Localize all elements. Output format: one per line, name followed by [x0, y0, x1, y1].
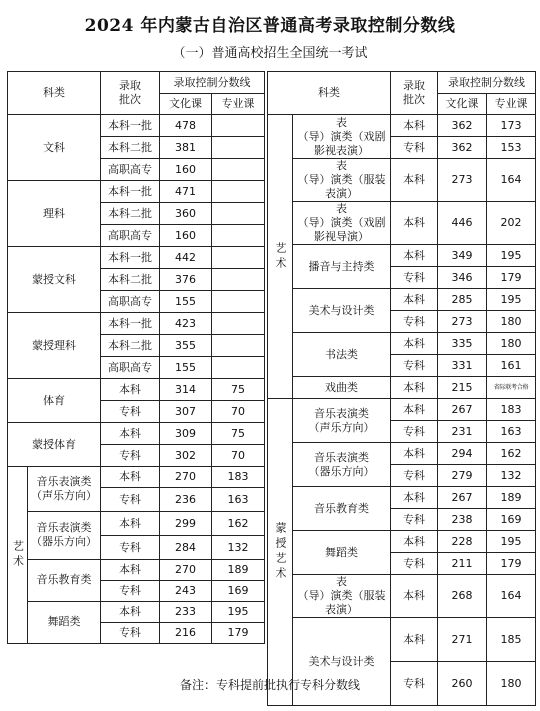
culture-score: 216 [160, 623, 212, 644]
mongolian-art-label: 蒙授艺术 [268, 399, 293, 706]
professional-score: 180 [487, 662, 536, 706]
subcategory-cell: 音乐教育类 [293, 487, 391, 531]
subcategory-cell: 表 （导）演类（戏剧影视导演） [293, 202, 391, 245]
batch-cell: 本科 [391, 487, 438, 509]
table-row [268, 399, 536, 421]
professional-score: 169 [487, 509, 536, 531]
culture-score: 362 [438, 137, 487, 159]
category-cell: 蒙授理科 [8, 313, 101, 379]
culture-score: 285 [438, 289, 487, 311]
professional-score [212, 181, 265, 203]
batch-cell: 本科 [391, 575, 438, 618]
culture-score: 376 [160, 269, 212, 291]
culture-score: 294 [438, 443, 487, 465]
table-row [268, 618, 536, 662]
header-control: 录取控制分数线 [438, 72, 536, 94]
professional-score: 183 [487, 399, 536, 421]
professional-score: 161 [487, 355, 536, 377]
batch-cell: 本科 [391, 245, 438, 267]
category-cell: 理科 [8, 181, 101, 247]
batch-cell: 专科 [391, 553, 438, 575]
culture-score: 243 [160, 581, 212, 602]
culture-score: 268 [438, 575, 487, 618]
category-cell: 文科 [8, 115, 101, 181]
professional-score: 169 [212, 581, 265, 602]
culture-score: 299 [160, 512, 212, 536]
batch-cell: 专科 [101, 581, 160, 602]
table-row [268, 289, 536, 311]
subcategory-cell: 表 （导）演类（服装表演） [293, 159, 391, 202]
header-category: 科类 [8, 72, 101, 115]
batch-cell: 专科 [391, 465, 438, 487]
culture-score: 270 [160, 560, 212, 581]
culture-score: 309 [160, 423, 212, 445]
table-row [268, 115, 536, 137]
subcategory-cell: 音乐表演类 （声乐方向） [293, 399, 391, 443]
culture-score: 238 [438, 509, 487, 531]
culture-score: 155 [160, 291, 212, 313]
professional-score: 75 [212, 379, 265, 401]
culture-score: 267 [438, 487, 487, 509]
subcategory-cell: 表 （导）演类（戏剧影视表演） [293, 115, 391, 159]
header-professional: 专业课 [212, 94, 265, 115]
batch-cell: 专科 [391, 509, 438, 531]
subcategory-cell: 舞蹈类 [47, 615, 81, 629]
batch-cell: 本科 [101, 423, 160, 445]
batch-cell: 本科 [101, 602, 160, 623]
batch-cell: 高职高专 [101, 159, 160, 181]
culture-score: 335 [438, 333, 487, 355]
batch-cell: 本科 [391, 202, 438, 245]
table-row [8, 313, 265, 335]
table-row [8, 379, 265, 401]
batch-cell: 本科二批 [101, 335, 160, 357]
header-batch: 录取 批次 [101, 72, 160, 115]
header-culture: 文化课 [160, 94, 212, 115]
table-row [268, 443, 536, 465]
header-batch: 录取 批次 [391, 72, 438, 115]
professional-score: 162 [487, 443, 536, 465]
batch-cell: 专科 [101, 401, 160, 423]
culture-score: 442 [160, 247, 212, 269]
batch-cell: 本科 [391, 377, 438, 399]
batch-cell: 专科 [391, 267, 438, 289]
batch-cell: 本科 [391, 333, 438, 355]
batch-cell: 本科 [391, 618, 438, 662]
professional-score [212, 137, 265, 159]
subcategory-cell: 音乐教育类 [28, 560, 100, 602]
table-row [8, 247, 265, 269]
professional-score: 163 [212, 488, 265, 512]
subcategory-cell: 表 （导）演类（服装表演） [293, 575, 391, 618]
table-row [268, 202, 536, 245]
category-cell: 蒙授体育 [8, 423, 101, 467]
culture-score: 284 [160, 536, 212, 560]
batch-cell: 本科一批 [101, 115, 160, 137]
culture-score: 314 [160, 379, 212, 401]
professional-score: 185 [487, 618, 536, 662]
professional-score: 180 [487, 333, 536, 355]
table-row [268, 575, 536, 618]
batch-cell: 专科 [391, 355, 438, 377]
table-row [8, 423, 265, 445]
batch-cell: 专科 [391, 137, 438, 159]
batch-cell: 本科 [101, 379, 160, 401]
subcategory-cell: 舞蹈类 [293, 531, 391, 575]
professional-score: 75 [212, 423, 265, 445]
professional-score: 195 [487, 289, 536, 311]
batch-cell: 本科 [391, 443, 438, 465]
batch-cell: 专科 [101, 445, 160, 467]
art-label: 艺术 [268, 115, 293, 399]
culture-score: 279 [438, 465, 487, 487]
culture-score: 471 [160, 181, 212, 203]
batch-cell: 专科 [101, 488, 160, 512]
culture-score: 478 [160, 115, 212, 137]
professional-score: 173 [487, 115, 536, 137]
culture-score: 349 [438, 245, 487, 267]
batch-cell: 专科 [101, 536, 160, 560]
culture-score: 267 [438, 399, 487, 421]
table-row [8, 181, 265, 203]
page-subtitle: （一）普通高校招生全国统一考试 [172, 46, 368, 61]
subcategory-cell: 美术与设计类 [293, 618, 391, 706]
subcategory-cell: 书法类 [293, 333, 391, 377]
header-control: 录取控制分数线 [160, 72, 265, 94]
culture-score: 346 [438, 267, 487, 289]
professional-score: 153 [487, 137, 536, 159]
culture-score: 302 [160, 445, 212, 467]
professional-score [212, 335, 265, 357]
art-label: 艺术 [8, 467, 28, 643]
subcategory-cell: 戏曲类 [293, 377, 391, 399]
batch-cell: 专科 [391, 311, 438, 333]
table-row [268, 531, 536, 553]
professional-score: 202 [487, 202, 536, 245]
subcategory-cell: 音乐表演类 （器乐方向） [28, 512, 100, 560]
culture-score: 307 [160, 401, 212, 423]
professional-score [212, 159, 265, 181]
professional-score: 162 [212, 512, 265, 536]
professional-score: 179 [487, 267, 536, 289]
professional-score [212, 291, 265, 313]
footnote: 备注：专科提前批执行专科分数线 [179, 678, 360, 692]
culture-score: 331 [438, 355, 487, 377]
batch-cell: 本科 [391, 115, 438, 137]
culture-score: 381 [160, 137, 212, 159]
culture-score: 260 [438, 662, 487, 706]
batch-cell: 本科 [391, 399, 438, 421]
batch-cell: 高职高专 [101, 291, 160, 313]
professional-score: 132 [212, 536, 265, 560]
culture-score: 228 [438, 531, 487, 553]
professional-score: 195 [487, 531, 536, 553]
professional-score: 189 [487, 487, 536, 509]
culture-score: 236 [160, 488, 212, 512]
professional-score: 164 [487, 575, 536, 618]
culture-score: 215 [438, 377, 487, 399]
table-row [268, 245, 536, 267]
batch-cell: 专科 [391, 662, 438, 706]
professional-score: 195 [212, 602, 265, 623]
table-row [268, 333, 536, 355]
professional-score [212, 269, 265, 291]
culture-score: 231 [438, 421, 487, 443]
batch-cell: 本科二批 [101, 137, 160, 159]
batch-cell: 高职高专 [101, 357, 160, 379]
culture-score: 362 [438, 115, 487, 137]
culture-score: 271 [438, 618, 487, 662]
subcategory-cell: 播音与主持类 [293, 245, 391, 289]
professional-score: 164 [487, 159, 536, 202]
batch-cell: 本科 [101, 560, 160, 581]
table-row [268, 377, 536, 399]
batch-cell: 本科一批 [101, 247, 160, 269]
category-cell: 蒙授文科 [8, 247, 101, 313]
left-score-table [7, 71, 265, 644]
professional-score: 180 [487, 311, 536, 333]
professional-score [212, 115, 265, 137]
batch-cell: 高职高专 [101, 225, 160, 247]
professional-score [212, 203, 265, 225]
professional-score: 163 [487, 421, 536, 443]
batch-cell: 本科二批 [101, 203, 160, 225]
culture-score: 155 [160, 357, 212, 379]
culture-score: 273 [438, 159, 487, 202]
culture-score: 355 [160, 335, 212, 357]
subcategory-cell: 音乐表演类 （器乐方向） [293, 443, 391, 487]
culture-score: 270 [160, 467, 212, 488]
professional-score: 70 [212, 445, 265, 467]
category-cell: 体育 [8, 379, 101, 423]
subcategory-cell: 音乐表演类 （声乐方向） [28, 467, 100, 512]
batch-cell: 本科 [101, 467, 160, 488]
professional-score: 省际联考合格 [487, 377, 536, 399]
table-row [8, 115, 265, 137]
table-row [268, 159, 536, 202]
culture-score: 233 [160, 602, 212, 623]
batch-cell: 专科 [101, 623, 160, 644]
professional-score [212, 247, 265, 269]
header-category: 科类 [268, 72, 391, 115]
professional-score: 189 [212, 560, 265, 581]
table-row [8, 467, 265, 488]
professional-score [212, 313, 265, 335]
header-professional: 专业课 [487, 94, 536, 115]
professional-score: 70 [212, 401, 265, 423]
batch-cell: 本科 [101, 512, 160, 536]
culture-score: 360 [160, 203, 212, 225]
batch-cell: 本科 [391, 159, 438, 202]
batch-cell: 本科一批 [101, 313, 160, 335]
culture-score: 211 [438, 553, 487, 575]
professional-score: 183 [212, 467, 265, 488]
header-culture: 文化课 [438, 94, 487, 115]
batch-cell: 专科 [391, 421, 438, 443]
batch-cell: 本科二批 [101, 269, 160, 291]
batch-cell: 本科 [391, 289, 438, 311]
right-score-table [267, 71, 536, 706]
batch-cell: 本科一批 [101, 181, 160, 203]
art-group-cell [8, 467, 101, 644]
professional-score: 132 [487, 465, 536, 487]
culture-score: 446 [438, 202, 487, 245]
table-row [268, 487, 536, 509]
professional-score: 179 [487, 553, 536, 575]
culture-score: 160 [160, 225, 212, 247]
page-title: 2024 年内蒙古自治区普通高考录取控制分数线 [84, 16, 456, 36]
professional-score [212, 225, 265, 247]
culture-score: 273 [438, 311, 487, 333]
culture-score: 160 [160, 159, 212, 181]
professional-score [212, 357, 265, 379]
professional-score: 179 [212, 623, 265, 644]
culture-score: 423 [160, 313, 212, 335]
professional-score: 195 [487, 245, 536, 267]
subcategory-cell: 美术与设计类 [293, 289, 391, 333]
batch-cell: 本科 [391, 531, 438, 553]
